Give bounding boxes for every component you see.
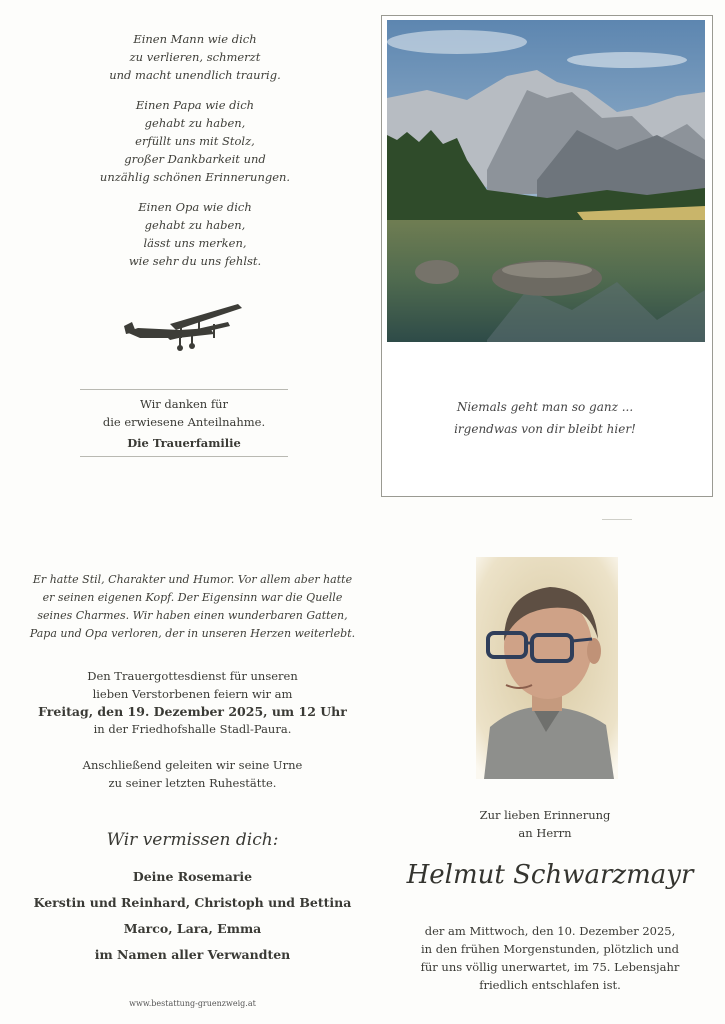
poem-line: Einen Mann wie dich bbox=[133, 32, 257, 46]
family-member: im Namen aller Verwandten bbox=[94, 947, 291, 962]
motto-line: irgendwas von dir bleibt hier! bbox=[454, 422, 636, 436]
poem-line: unzählig schönen Erinnerungen. bbox=[99, 170, 291, 184]
about-line: seines Charmes. Wir haben einen wunderbaren Gatten, bbox=[37, 609, 348, 622]
motto bbox=[400, 396, 690, 440]
service-line: lieben Verstorbenen feiern wir am bbox=[92, 686, 293, 701]
poem-stanza-1 bbox=[70, 30, 320, 84]
about-line: er seinen eigenen Kopf. Der Eigensinn war die Quelle bbox=[42, 591, 343, 604]
burial-line: Anschließend geleiten wir seine Urne bbox=[82, 758, 303, 772]
passing-line: in den frühen Morgenstunden, plötzlich und bbox=[420, 942, 680, 956]
remembrance-line: an Herrn bbox=[518, 826, 572, 840]
family-member: Kerstin und Reinhard, Christoph und Bettina bbox=[33, 895, 352, 910]
passing-info bbox=[405, 922, 695, 994]
family-member: Deine Rosemarie bbox=[132, 869, 253, 884]
thanks-block bbox=[80, 389, 288, 457]
service-info bbox=[20, 668, 365, 738]
airplane-icon bbox=[118, 292, 248, 362]
poem-line: erfüllt uns mit Stolz, bbox=[135, 134, 255, 148]
website: www.bestattung-gruenzweig.at bbox=[129, 999, 256, 1008]
poem-line: Einen Papa wie dich bbox=[135, 98, 255, 112]
remembrance-line: Zur lieben Erinnerung bbox=[479, 808, 611, 822]
family-member: Marco, Lara, Emma bbox=[123, 921, 262, 936]
poem-line: und macht unendlich traurig. bbox=[109, 68, 281, 82]
burial-info bbox=[20, 757, 365, 792]
about-line: Er hatte Stil, Charakter und Humor. Vor allem aber hatte bbox=[32, 573, 353, 586]
service-date: Freitag, den 19. Dezember 2025, um 12 Uhr bbox=[38, 704, 347, 719]
landscape-photo bbox=[387, 20, 705, 342]
deceased-name: Helmut Schwarzmayr bbox=[406, 860, 694, 890]
poem-line: wie sehr du uns fehlst. bbox=[128, 254, 262, 268]
portrait-photo bbox=[476, 557, 618, 779]
thanks-signature: Die Trauerfamilie bbox=[127, 436, 241, 450]
motto-line: Niemals geht man so ganz ... bbox=[456, 400, 634, 414]
family-list bbox=[20, 864, 365, 968]
thanks-line: Wir danken für bbox=[139, 397, 229, 411]
fold-mark bbox=[602, 519, 632, 520]
about-paragraph bbox=[20, 571, 365, 643]
poem-line: gehabt zu haben, bbox=[144, 218, 246, 232]
poem-line: lässt uns merken, bbox=[143, 236, 247, 250]
thanks-line: die erwiesene Anteilnahme. bbox=[102, 415, 266, 429]
service-place: in der Friedhofshalle Stadl-Paura. bbox=[93, 721, 292, 736]
service-line: Den Trauergottesdienst für unseren bbox=[87, 669, 298, 683]
poem-line: zu verlieren, schmerzt bbox=[129, 50, 261, 64]
poem-stanza-2 bbox=[70, 96, 320, 186]
passing-line: friedlich entschlafen ist. bbox=[479, 978, 621, 992]
divider bbox=[80, 389, 288, 390]
divider bbox=[80, 456, 288, 457]
remembrance bbox=[420, 806, 670, 842]
passing-line: der am Mittwoch, den 10. Dezember 2025, bbox=[424, 924, 676, 938]
about-line: Papa und Opa verloren, der in unseren Herzen weiterlebt. bbox=[29, 627, 356, 640]
poem-line: großer Dankbarkeit und bbox=[124, 152, 266, 166]
burial-line: zu seiner letzten Ruhestätte. bbox=[108, 775, 277, 790]
poem-line: gehabt zu haben, bbox=[144, 116, 246, 130]
poem-line: Einen Opa wie dich bbox=[138, 200, 252, 214]
poem-stanza-3 bbox=[70, 198, 320, 270]
passing-line: für uns völlig unerwartet, im 75. Lebensjahr bbox=[420, 960, 680, 974]
poem bbox=[70, 30, 320, 282]
miss-title: Wir vermissen dich: bbox=[106, 830, 279, 850]
